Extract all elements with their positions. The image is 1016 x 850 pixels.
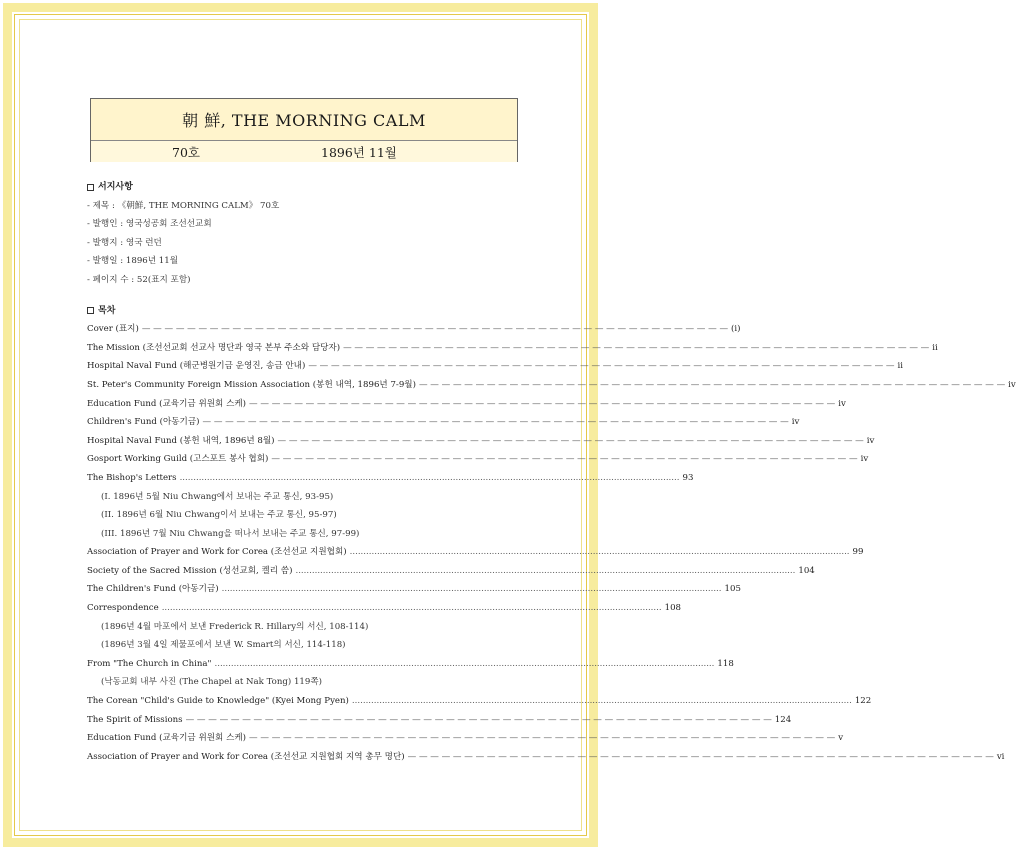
toc-leader: ....................................................................................................................................................................................... [295, 565, 796, 576]
toc-leader: — — — — — — — — — — — — — — — — — — — — — — — — — — — — — — — — — — — — — — — — — — — — — — — — — — — — [277, 435, 864, 446]
toc-entry-page: 93 [682, 472, 694, 483]
toc-leader: ....................................................................................................................................................................................... [351, 696, 852, 707]
checkbox-square-icon [87, 184, 94, 191]
toc-entry-page: 105 [724, 584, 741, 595]
toc-entry-page: 122 [854, 696, 872, 707]
toc-leader: ....................................................................................................................................................................................... [179, 472, 680, 483]
toc-entry [87, 376, 1016, 395]
toc-leader: — — — — — — — — — — — — — — — — — — — — — — — — — — — — — — — — — — — — — — — — — — — — — — — — — — — — [343, 342, 930, 353]
toc-entry-title: Gosport Working Guild (고스포트 봉사 협회) [87, 454, 269, 465]
document-body [87, 178, 1016, 766]
toc-entry-page: ii [897, 361, 904, 372]
toc-entry-title: Hospital Naval Fund (봉헌 내역, 1896년 8월) [87, 435, 275, 446]
toc-entry [87, 711, 792, 730]
toc-entry-title: The Bishop's Letters [87, 472, 177, 483]
toc-leader: — — — — — — — — — — — — — — — — — — — — — — — — — — — — — — — — — — — — — — — — — — — — — — — — — — — — [141, 324, 729, 335]
toc-entry [87, 339, 938, 358]
toc-entry-page: ii [932, 342, 938, 353]
toc-entry-title: The Children's Fund (아동기금) [87, 584, 219, 595]
toc-entry-page: iv [791, 417, 800, 428]
toc-entry-title: Education Fund (교육기금 위원회 스케) [87, 733, 247, 744]
toc-entry-title: Society of the Sacred Mission (성선교회, 켈리 씀) [87, 565, 293, 576]
toc-entry-page: iv [866, 435, 875, 446]
toc-subentry: (낙동교회 내부 사진 (The Chapel at Nak Tong) 119쪽) [101, 677, 323, 688]
bibliography-heading-label: 서지사항 [98, 182, 133, 192]
toc-entry-page: 104 [798, 565, 815, 576]
toc-entry [87, 413, 800, 432]
toc-entry-page: vi [996, 751, 1005, 762]
toc-entry-title: Education Fund (교육기금 위원회 스케) [87, 398, 247, 409]
toc-leader: — — — — — — — — — — — — — — — — — — — — — — — — — — — — — — — — — — — — — — — — — — — — — — — — — — — — [249, 733, 836, 744]
toc-entry [87, 450, 869, 469]
toc-entry [87, 432, 875, 451]
toc-leader: — — — — — — — — — — — — — — — — — — — — — — — — — — — — — — — — — — — — — — — — — — — — — — — — — — — — [249, 398, 836, 409]
toc-entry [87, 357, 904, 376]
toc-entry-title: Association of Prayer and Work for Corea (조선선교 지원협회 지역 총무 명단) [87, 751, 405, 762]
bibliography-line: - 페이지 수 : 52(표지 포함) [87, 274, 191, 285]
title-box [90, 98, 518, 162]
toc-leader: — — — — — — — — — — — — — — — — — — — — — — — — — — — — — — — — — — — — — — — — — — — — — — — — — — — — [418, 379, 1006, 390]
toc-entry-title: The Corean "Child's Guide to Knowledge" (Kyei Mong Pyen) [87, 696, 349, 707]
bibliography-list [87, 197, 517, 290]
issue-number: 70호 [172, 144, 200, 160]
toc-subentry: (1896년 3월 4일 제물포에서 보낸 W. Smart의 서신, 114-118) [101, 640, 346, 651]
toc-leader: ....................................................................................................................................................................................... [214, 658, 715, 669]
toc-entry [87, 543, 864, 562]
bibliography-line: - 발행일 : 1896년 11월 [87, 256, 179, 267]
toc-leader: ....................................................................................................................................................................................... [221, 584, 722, 595]
toc-entry-page: 99 [852, 547, 864, 558]
toc-entry [87, 469, 694, 488]
toc-entry-page: 118 [717, 658, 734, 669]
toc-leader: ....................................................................................................................................................................................... [161, 603, 662, 614]
toc-entry-page: 124 [774, 714, 792, 725]
toc-entry-title: Cover (표지) [87, 324, 139, 335]
toc-entry [87, 580, 741, 599]
toc-entry-title: Hospital Naval Fund (해군병원기금 운영진, 송금 안내) [87, 361, 306, 372]
toc-subentry: (II. 1896년 6월 Niu Chwang이서 보내는 주교 통신, 95-97) [101, 510, 337, 521]
toc-subentry: (1896년 4월 마포에서 보낸 Frederick R. Hillary의 서신, 108-114) [101, 621, 369, 632]
toc-entry-page: iv [860, 454, 869, 465]
bibliography-line: - 제목 : 《朝鮮, THE MORNING CALM》 70호 [87, 200, 280, 211]
toc-leader: — — — — — — — — — — — — — — — — — — — — — — — — — — — — — — — — — — — — — — — — — — — — — — — — — — — — [271, 454, 858, 465]
toc-subentry: (III. 1896년 7월 Niu Chwang을 떠나서 보내는 주교 통신, 97-99) [101, 528, 360, 539]
toc-entry [87, 655, 734, 674]
section-spacer [87, 290, 517, 302]
toc-entry-title: From "The Church in China" [87, 658, 212, 669]
toc-entry-page: 108 [664, 603, 682, 614]
toc-leader: — — — — — — — — — — — — — — — — — — — — — — — — — — — — — — — — — — — — — — — — — — — — — — — — — — — — [407, 751, 994, 762]
toc-entry [87, 692, 872, 711]
bibliography-heading [87, 178, 517, 197]
toc-entry-title: Correspondence [87, 603, 159, 614]
toc-entry-title: St. Peter's Community Foreign Mission Association (봉헌 내역, 1896년 7-9월) [87, 379, 416, 390]
issue-date: 1896년 11월 [321, 144, 397, 160]
bibliography-line: - 발행인 : 영국성공회 조선선교회 [87, 219, 212, 230]
toc-subentry: (I. 1896년 5월 Niu Chwang에서 보내는 주교 통신, 93-95) [101, 491, 334, 502]
toc-entry-title: Children's Fund (아동기금) [87, 417, 200, 428]
document-title: 朝 鮮, THE MORNING CALM [91, 99, 517, 141]
toc-leader: — — — — — — — — — — — — — — — — — — — — — — — — — — — — — — — — — — — — — — — — — — — — — — — — — — — — [185, 714, 772, 725]
toc-entry-page: iv [1008, 379, 1016, 390]
toc-entry-page: (i) [731, 324, 741, 335]
toc-entry [87, 599, 682, 618]
toc-entry-page: iv [838, 398, 846, 409]
toc-entry-title: The Spirit of Missions [87, 714, 183, 725]
toc-heading [87, 302, 517, 321]
toc-list [87, 320, 1016, 766]
issue-row [91, 141, 517, 162]
toc-entry [87, 562, 815, 581]
toc-entry [87, 729, 844, 748]
bibliography-line: - 발행지 : 영국 런던 [87, 237, 162, 248]
toc-entry-title: The Mission (조선선교회 선교사 명단과 영국 본부 주소와 담당자) [87, 342, 341, 353]
toc-leader: — — — — — — — — — — — — — — — — — — — — — — — — — — — — — — — — — — — — — — — — — — — — — — — — — — — — [202, 417, 789, 428]
toc-entry-page: v [838, 733, 844, 744]
toc-entry-title: Association of Prayer and Work for Corea (조선선교 지원협회) [87, 547, 347, 558]
toc-entry [87, 395, 846, 414]
toc-entry [87, 748, 1005, 767]
checkbox-square-icon [87, 307, 94, 314]
toc-leader: ....................................................................................................................................................................................... [349, 547, 850, 558]
toc-entry [87, 320, 741, 339]
toc-heading-label: 목차 [98, 305, 116, 316]
toc-leader: — — — — — — — — — — — — — — — — — — — — — — — — — — — — — — — — — — — — — — — — — — — — — — — — — — — — [308, 361, 895, 372]
